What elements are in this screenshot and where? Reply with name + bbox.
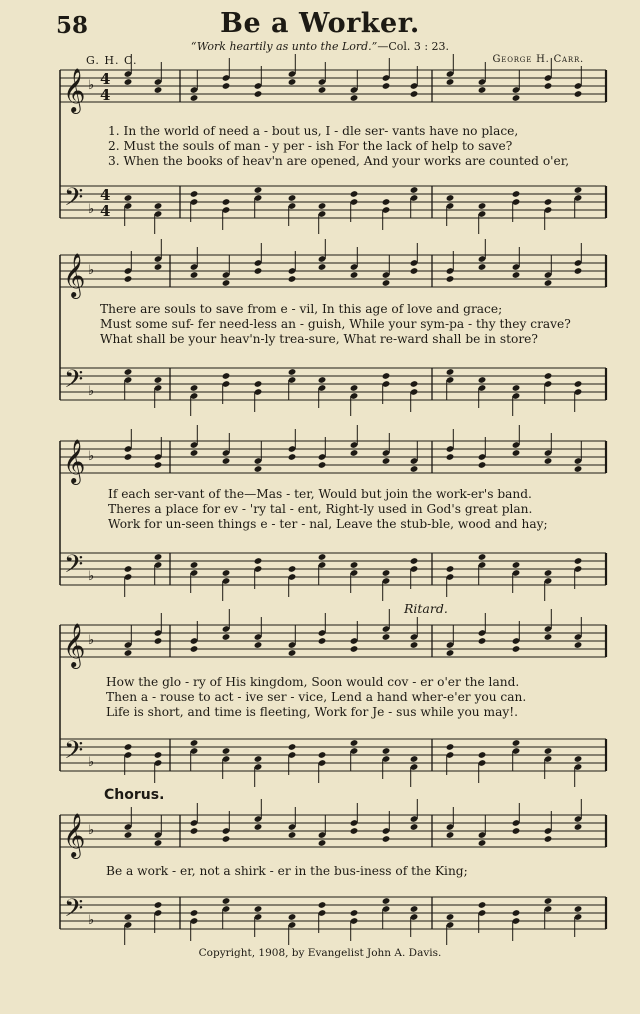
- notehead: [544, 747, 553, 755]
- notehead: [410, 641, 419, 649]
- flat-key-signature: ♭: [88, 202, 95, 217]
- page-number: 58: [56, 12, 89, 39]
- notehead: [318, 839, 327, 847]
- notehead: [318, 376, 327, 384]
- notehead: [124, 194, 133, 202]
- lyric-line: Be a work - er, not a shirk - er in the bus-iness of the King;: [106, 864, 468, 878]
- notehead: [574, 186, 583, 194]
- flat-key-signature: ♭: [88, 569, 95, 584]
- bass-clef-icon: 𝄢: [64, 894, 84, 929]
- lyric-line: Theres a place for ev - 'ry tal - ent, Right-ly used in God's great plan.: [108, 502, 533, 516]
- notehead: [318, 901, 327, 909]
- notehead: [544, 279, 553, 287]
- notehead: [254, 755, 263, 763]
- notehead: [544, 198, 553, 206]
- lyric-line: 1. In the world of need a - bout us, I - dle ser- vants have no place,: [108, 124, 519, 138]
- notehead: [478, 202, 487, 210]
- notehead: [478, 637, 487, 645]
- notehead: [124, 453, 133, 461]
- notehead: [446, 743, 455, 751]
- notehead: [512, 94, 521, 102]
- bass-clef-icon: 𝄢: [64, 550, 84, 585]
- epigraph-quote: “Work heartily as unto the Lord.”: [190, 40, 378, 53]
- notehead: [288, 194, 297, 202]
- notehead: [478, 461, 487, 469]
- notehead: [190, 561, 199, 569]
- notehead: [318, 461, 327, 469]
- notehead: [478, 751, 487, 759]
- notehead: [124, 649, 133, 657]
- notehead: [190, 384, 199, 392]
- notehead: [190, 271, 199, 279]
- epigraph-reference: —Col. 3 : 23.: [377, 40, 450, 53]
- notehead: [574, 267, 583, 275]
- notehead: [512, 449, 521, 457]
- notehead: [154, 751, 163, 759]
- notehead: [254, 557, 263, 565]
- notehead: [478, 839, 487, 847]
- notehead: [154, 637, 163, 645]
- notehead: [512, 384, 521, 392]
- notehead: [478, 553, 487, 561]
- notehead: [544, 633, 553, 641]
- notehead: [478, 376, 487, 384]
- notehead: [124, 368, 133, 376]
- notehead: [124, 275, 133, 283]
- notehead: [478, 901, 487, 909]
- notehead: [574, 823, 583, 831]
- notehead: [382, 279, 391, 287]
- notehead: [350, 190, 359, 198]
- notehead: [446, 78, 455, 86]
- notehead: [190, 94, 199, 102]
- notehead: [544, 835, 553, 843]
- system-2-lyrics: [100, 302, 571, 347]
- bass-clef-icon: 𝄢: [64, 736, 84, 771]
- lyric-line: Then a - rouse to act - ive ser - vice, Lend a hand wher-e'er you can.: [106, 690, 527, 704]
- notehead: [222, 747, 231, 755]
- notehead: [512, 827, 521, 835]
- notehead: [124, 913, 133, 921]
- notehead: [124, 78, 133, 86]
- notehead: [544, 457, 553, 465]
- notehead: [350, 449, 359, 457]
- notehead: [254, 186, 263, 194]
- notehead: [410, 823, 419, 831]
- notehead: [190, 827, 199, 835]
- notehead: [350, 271, 359, 279]
- notehead: [410, 557, 419, 565]
- notehead: [318, 263, 327, 271]
- lyric-line: 3. When the books of heav'n are opened, And your works are counted o'er,: [108, 154, 570, 168]
- flat-key-signature: ♭: [88, 384, 95, 399]
- notehead: [446, 368, 455, 376]
- notehead: [544, 897, 553, 905]
- notehead: [124, 743, 133, 751]
- notehead: [410, 186, 419, 194]
- flat-key-signature: ♭: [88, 755, 95, 770]
- notehead: [478, 263, 487, 271]
- notehead: [574, 905, 583, 913]
- notehead: [222, 82, 231, 90]
- notehead: [382, 897, 391, 905]
- notehead: [446, 194, 455, 202]
- notehead: [350, 384, 359, 392]
- notehead: [410, 267, 419, 275]
- lyricist: G. H. C.: [86, 54, 138, 67]
- notehead: [154, 553, 163, 561]
- notehead: [154, 901, 163, 909]
- notehead: [318, 553, 327, 561]
- notehead: [318, 637, 327, 645]
- notehead: [124, 831, 133, 839]
- lyric-line: There are souls to save from e - vil, In this age of love and grace;: [100, 302, 503, 316]
- notehead: [288, 831, 297, 839]
- notehead: [318, 202, 327, 210]
- notehead: [382, 82, 391, 90]
- notehead: [288, 78, 297, 86]
- notehead: [288, 275, 297, 283]
- notehead: [154, 263, 163, 271]
- lyric-line: 2. Must the souls of man - y per - ish For the lack of help to save?: [108, 139, 513, 153]
- notehead: [478, 86, 487, 94]
- notehead: [222, 198, 231, 206]
- lyric-line: Life is short, and time is fleeting, Work for Je - sus while you may!.: [106, 705, 518, 719]
- notehead: [350, 739, 359, 747]
- notehead: [254, 380, 263, 388]
- lyric-line: What shall be your heav'n-ly trea-sure, What re-ward shall be in store?: [100, 332, 538, 346]
- treble-clef-icon: 𝄞: [63, 623, 86, 667]
- notehead: [446, 275, 455, 283]
- notehead: [574, 380, 583, 388]
- notehead: [574, 755, 583, 763]
- system-5-lyrics: [106, 864, 468, 879]
- flat-key-signature: ♭: [88, 823, 95, 838]
- time-signature: 4: [100, 186, 111, 204]
- flat-key-signature: ♭: [88, 449, 95, 464]
- notehead: [446, 831, 455, 839]
- bass-clef-icon: 𝄢: [64, 365, 84, 400]
- notehead: [154, 376, 163, 384]
- notehead: [350, 827, 359, 835]
- lyric-line: Must some suf- fer need-less an - guish, While your sym-pa - thy they crave?: [100, 317, 571, 331]
- system-3-lyrics: [108, 487, 548, 532]
- notehead: [382, 372, 391, 380]
- notehead: [288, 453, 297, 461]
- time-signature: 4: [100, 86, 111, 104]
- notehead: [446, 453, 455, 461]
- notehead: [512, 271, 521, 279]
- notehead: [382, 457, 391, 465]
- system-1-lyrics: [108, 124, 569, 169]
- notehead: [544, 82, 553, 90]
- notehead: [124, 565, 133, 573]
- notehead: [318, 751, 327, 759]
- notehead: [382, 569, 391, 577]
- bass-clef-icon: 𝄢: [64, 183, 84, 218]
- notehead: [512, 561, 521, 569]
- notehead: [382, 633, 391, 641]
- treble-clef-icon: 𝄞: [63, 813, 86, 857]
- notehead: [254, 641, 263, 649]
- notehead: [190, 645, 199, 653]
- notehead: [350, 94, 359, 102]
- notehead: [382, 198, 391, 206]
- notehead: [350, 909, 359, 917]
- notehead: [190, 449, 199, 457]
- notehead: [350, 561, 359, 569]
- ritard-mark: Ritard.: [404, 601, 448, 616]
- notehead: [254, 905, 263, 913]
- lyric-line: How the glo - ry of His kingdom, Soon would cov - er o'er the land.: [106, 675, 520, 689]
- flat-key-signature: ♭: [88, 633, 95, 648]
- notehead: [222, 633, 231, 641]
- notehead: [446, 913, 455, 921]
- notehead: [382, 835, 391, 843]
- notehead: [446, 649, 455, 657]
- notehead: [222, 897, 231, 905]
- notehead: [222, 279, 231, 287]
- notehead: [288, 565, 297, 573]
- notehead: [382, 747, 391, 755]
- notehead: [288, 913, 297, 921]
- notehead: [222, 457, 231, 465]
- notehead: [574, 557, 583, 565]
- notehead: [410, 465, 419, 473]
- notehead: [222, 835, 231, 843]
- system-4-lyrics: [106, 675, 526, 720]
- notehead: [154, 839, 163, 847]
- composer: George H. Carr.: [492, 54, 584, 65]
- treble-clef-icon: 𝄞: [63, 68, 86, 112]
- notehead: [410, 90, 419, 98]
- notehead: [350, 645, 359, 653]
- time-signature: 4: [100, 70, 111, 88]
- notehead: [254, 823, 263, 831]
- notehead: [190, 190, 199, 198]
- notehead: [154, 86, 163, 94]
- notehead: [512, 645, 521, 653]
- flat-key-signature: ♭: [88, 913, 95, 928]
- notehead: [190, 739, 199, 747]
- notehead: [154, 461, 163, 469]
- time-signature: 4: [100, 202, 111, 220]
- notehead: [410, 755, 419, 763]
- lyric-line: Work for un-seen things e - ter - nal, Leave the stub-ble, wood and hay;: [108, 517, 548, 531]
- notehead: [222, 372, 231, 380]
- notehead: [288, 649, 297, 657]
- notehead: [446, 565, 455, 573]
- treble-clef-icon: 𝄞: [63, 439, 86, 483]
- notehead: [254, 465, 263, 473]
- notehead: [154, 202, 163, 210]
- hymn-title: Be a Worker.: [220, 8, 420, 39]
- notehead: [254, 90, 263, 98]
- flat-key-signature: ♭: [88, 78, 95, 93]
- notehead: [512, 739, 521, 747]
- copyright: Copyright, 1908, by Evangelist John A. Davis.: [198, 947, 442, 959]
- notehead: [288, 743, 297, 751]
- notehead: [318, 86, 327, 94]
- notehead: [574, 90, 583, 98]
- notehead: [410, 905, 419, 913]
- notehead: [544, 372, 553, 380]
- flat-key-signature: ♭: [88, 263, 95, 278]
- notehead: [222, 569, 231, 577]
- treble-clef-icon: 𝄞: [63, 253, 86, 297]
- notehead: [288, 368, 297, 376]
- notehead: [512, 909, 521, 917]
- chorus-label: Chorus.: [104, 787, 165, 803]
- notehead: [254, 267, 263, 275]
- notehead: [574, 465, 583, 473]
- notehead: [410, 380, 419, 388]
- notehead: [574, 641, 583, 649]
- notehead: [544, 569, 553, 577]
- lyric-line: If each ser-vant of the—Mas - ter, Would but join the work-er's band.: [108, 487, 532, 501]
- notehead: [190, 909, 199, 917]
- notehead: [512, 190, 521, 198]
